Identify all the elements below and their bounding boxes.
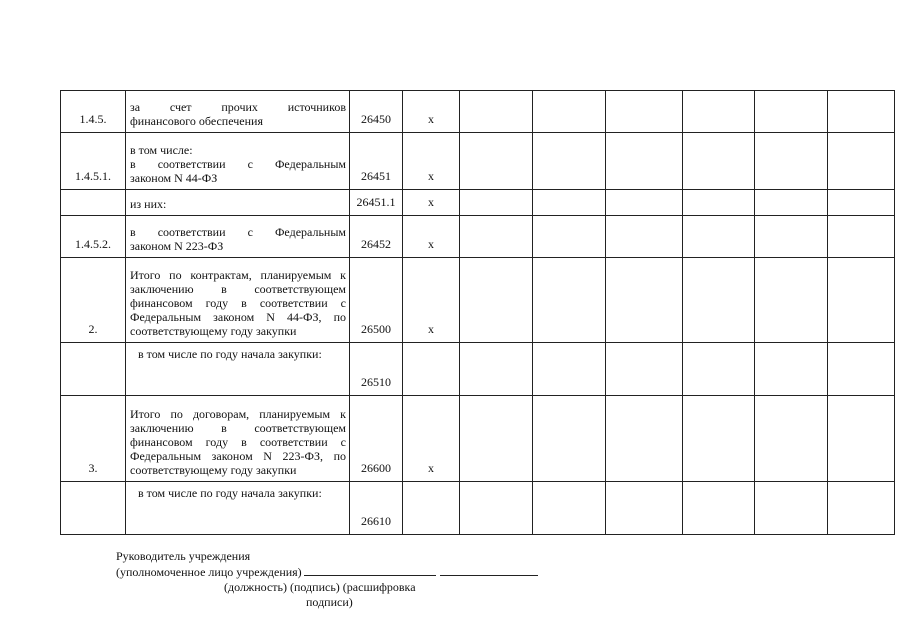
row-number: 2. [61,258,126,343]
empty-cell [606,216,683,258]
signature-caption: (должность) (подпись) (расшифровка [224,580,416,594]
empty-cell [828,133,895,190]
empty-cell [606,91,683,133]
position-signature-blank [304,564,436,576]
empty-cell [606,258,683,343]
empty-cell [828,190,895,216]
row-code: 26452 [350,216,403,258]
row-code: 26451 [350,133,403,190]
row-description: в том числе по году начала закупки: [126,343,350,396]
row-number: 1.4.5.1. [61,133,126,190]
empty-cell [755,190,828,216]
empty-cell [683,482,755,535]
empty-cell [606,133,683,190]
row-code: 26510 [350,343,403,396]
row-code: 26600 [350,396,403,482]
empty-cell [533,258,606,343]
row-number [61,482,126,535]
empty-cell [460,216,533,258]
table-row [61,190,895,216]
empty-cell [683,91,755,133]
row-description: Итого по контрактам, планируемым к заключению в соответствующем финансовом году в соответствии с Федеральным законом N 44-ФЗ, по соответствующему году закупки [126,258,350,343]
row-x-mark: x [403,190,460,216]
empty-cell [460,343,533,396]
empty-cell [533,482,606,535]
empty-cell [683,258,755,343]
authorized-person-line [116,564,538,580]
table-row [61,91,895,133]
empty-cell [533,343,606,396]
plan-table [60,90,895,535]
row-number: 1.4.5.2. [61,216,126,258]
row-number: 1.4.5. [61,91,126,133]
empty-cell [755,258,828,343]
empty-cell [828,91,895,133]
row-description: Итого по договорам, планируемым к заключению в соответствующем финансовом году в соответствии с Федеральным законом N 223-ФЗ, по соответствующему году закупки [126,396,350,482]
empty-cell [755,91,828,133]
table-row [61,343,895,396]
row-description: в том числе по году начала закупки: [126,482,350,535]
empty-cell [606,343,683,396]
empty-cell [460,482,533,535]
empty-cell [683,396,755,482]
authorized-person-label: (уполномоченное лицо учреждения) [116,565,302,579]
row-number: 3. [61,396,126,482]
empty-cell [460,190,533,216]
empty-cell [828,343,895,396]
empty-cell [755,343,828,396]
empty-cell [460,133,533,190]
row-x-mark [403,343,460,396]
empty-cell [828,258,895,343]
empty-cell [606,482,683,535]
empty-cell [755,216,828,258]
row-x-mark: x [403,91,460,133]
empty-cell [460,396,533,482]
table-row [61,258,895,343]
table-row [61,216,895,258]
row-number [61,343,126,396]
row-description: в соответствии с Федеральным законом N 223-ФЗ [126,216,350,258]
row-x-mark: x [403,258,460,343]
row-code: 26451.1 [350,190,403,216]
table-row [61,133,895,190]
row-code: 26450 [350,91,403,133]
empty-cell [460,91,533,133]
empty-cell [683,216,755,258]
row-code: 26610 [350,482,403,535]
empty-cell [533,91,606,133]
empty-cell [828,482,895,535]
row-code: 26500 [350,258,403,343]
row-description: из них: [126,190,350,216]
empty-cell [755,396,828,482]
table-row [61,396,895,482]
table-row [61,482,895,535]
empty-cell [533,396,606,482]
empty-cell [755,482,828,535]
row-x-mark: x [403,396,460,482]
empty-cell [606,396,683,482]
empty-cell [606,190,683,216]
empty-cell [755,133,828,190]
name-blank [440,564,538,576]
empty-cell [533,216,606,258]
empty-cell [683,190,755,216]
empty-cell [533,133,606,190]
row-x-mark: x [403,133,460,190]
signature-block [116,549,538,609]
empty-cell [683,343,755,396]
row-description: за счет прочих источников финансового обеспечения [126,91,350,133]
empty-cell [460,258,533,343]
head-of-institution-label: Руководитель учреждения [116,549,251,563]
empty-cell [828,396,895,482]
row-x-mark [403,482,460,535]
empty-cell [533,190,606,216]
signature-caption-continued: подписи) [306,595,353,609]
row-number [61,190,126,216]
row-description: в том числе: в соответствии с Федеральным законом N 44-ФЗ [126,133,350,190]
row-x-mark: x [403,216,460,258]
empty-cell [828,216,895,258]
empty-cell [683,133,755,190]
